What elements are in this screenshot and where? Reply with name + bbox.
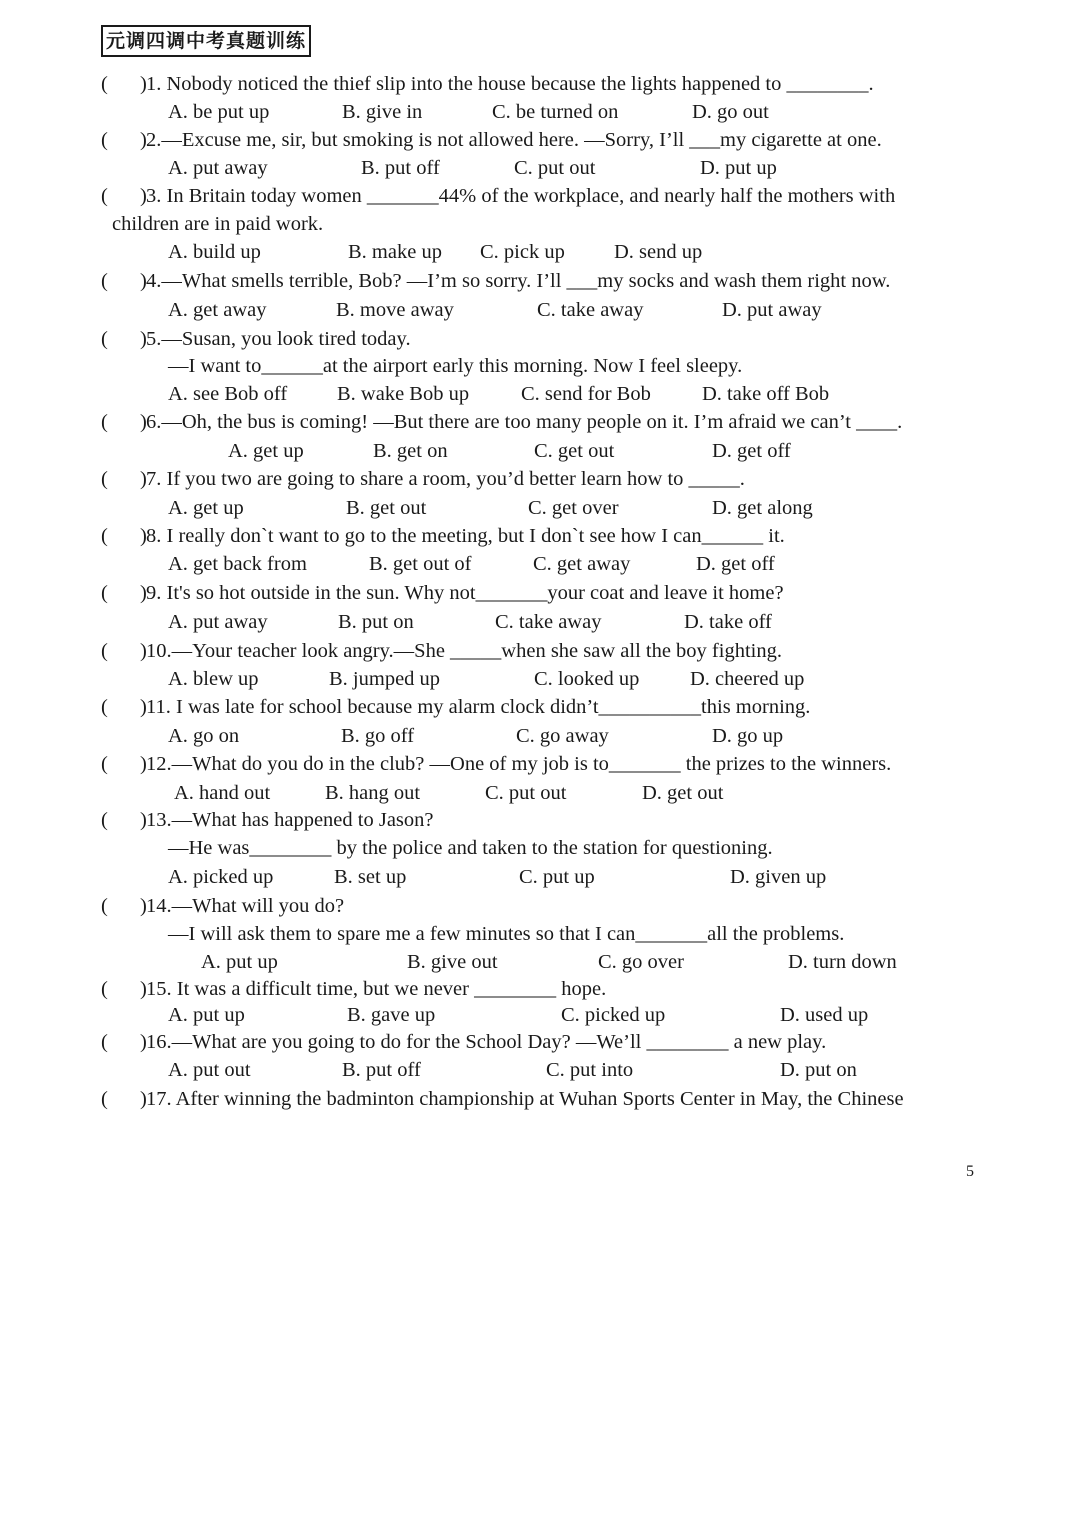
answer-paren-close: ) (140, 185, 147, 207)
option-c: C. go away (516, 725, 609, 747)
option-b: B. go off (341, 725, 415, 747)
option-d: D. given up (730, 866, 827, 888)
option-d: D. go up (712, 725, 784, 747)
option-a: A. blew up (168, 668, 259, 690)
question-stem-continued: —He was________ by the police and taken to the station for questioning. (168, 837, 773, 859)
answer-paren-open: ( (101, 185, 108, 207)
answer-paren-open: ( (101, 696, 108, 718)
option-a: A. go on (168, 725, 240, 747)
option-c: C. get over (528, 497, 619, 519)
option-c: C. put out (485, 782, 567, 804)
answer-paren-close: ) (140, 809, 147, 831)
answer-paren-open: ( (101, 809, 108, 831)
option-d: D. get off (696, 553, 775, 575)
option-b: B. gave up (347, 1004, 436, 1026)
option-a: A. get up (168, 497, 244, 519)
option-d: D. send up (614, 241, 703, 263)
option-c: C. put into (546, 1059, 634, 1081)
answer-paren-open: ( (101, 73, 108, 95)
option-c: C. get away (533, 553, 631, 575)
option-d: D. put away (722, 299, 822, 321)
question-stem: 7. If you two are going to share a room, you’d better learn how to _____. (146, 468, 745, 490)
option-b: B. get on (373, 440, 448, 462)
option-b: B. get out of (369, 553, 472, 575)
answer-paren-close: ) (140, 73, 147, 95)
question-stem: 17. After winning the badminton championship at Wuhan Sports Center in May, the Chinese (146, 1088, 904, 1110)
option-d: D. take off (684, 611, 772, 633)
option-a: A. build up (168, 241, 261, 263)
question-stem: 12.—What do you do in the club? —One of my job is to_______ the prizes to the winners. (146, 753, 892, 775)
question-stem: 14.—What will you do? (146, 895, 345, 917)
answer-paren-close: ) (140, 468, 147, 490)
answer-paren-close: ) (140, 411, 147, 433)
option-d: D. put up (700, 157, 777, 179)
question-stem: 5.—Susan, you look tired today. (146, 328, 411, 350)
question-stem-continued: —I will ask them to spare me a few minutes so that I can_______all the problems. (168, 923, 845, 945)
answer-paren-open: ( (101, 129, 108, 151)
option-d: D. used up (780, 1004, 869, 1026)
option-d: D. get out (642, 782, 724, 804)
answer-paren-open: ( (101, 978, 108, 1000)
option-b: B. give in (342, 101, 423, 123)
question-stem: 2.—Excuse me, sir, but smoking is not allowed here. —Sorry, I’ll ___my cigarette at one. (146, 129, 882, 151)
question-stem-continued: —I want to______at the airport early this morning. Now I feel sleepy. (168, 355, 743, 377)
answer-paren-open: ( (101, 640, 108, 662)
answer-paren-open: ( (101, 1088, 108, 1110)
option-a: A. put out (168, 1059, 251, 1081)
answer-paren-close: ) (140, 1031, 147, 1053)
option-b: B. get out (346, 497, 427, 519)
question-stem: 1. Nobody noticed the thief slip into the house because the lights happened to ________. (146, 73, 874, 95)
option-b: B. move away (336, 299, 454, 321)
page-number: 5 (966, 1163, 974, 1180)
option-b: B. wake Bob up (337, 383, 470, 405)
option-a: A. put up (168, 1004, 245, 1026)
option-d: D. turn down (788, 951, 897, 973)
option-b: B. put off (342, 1059, 421, 1081)
option-a: A. get up (228, 440, 304, 462)
option-a: A. see Bob off (168, 383, 288, 405)
question-stem: 15. It was a difficult time, but we never ________ hope. (146, 978, 607, 1000)
option-c: C. take away (537, 299, 644, 321)
option-c: C. picked up (561, 1004, 666, 1026)
answer-paren-close: ) (140, 525, 147, 547)
option-c: C. looked up (534, 668, 640, 690)
option-c: C. put up (519, 866, 595, 888)
option-a: A. put away (168, 157, 268, 179)
answer-paren-open: ( (101, 1031, 108, 1053)
option-d: D. put on (780, 1059, 857, 1081)
option-c: C. be turned on (492, 101, 619, 123)
answer-paren-close: ) (140, 753, 147, 775)
option-c: C. put out (514, 157, 596, 179)
option-a: A. picked up (168, 866, 274, 888)
answer-paren-open: ( (101, 468, 108, 490)
answer-paren-open: ( (101, 270, 108, 292)
answer-paren-close: ) (140, 1088, 147, 1110)
option-d: D. get off (712, 440, 791, 462)
option-c: C. go over (598, 951, 684, 973)
question-stem: 13.—What has happened to Jason? (146, 809, 434, 831)
answer-paren-close: ) (140, 129, 147, 151)
answer-paren-open: ( (101, 895, 108, 917)
option-b: B. make up (348, 241, 442, 263)
question-stem: 9. It's so hot outside in the sun. Why not_______your coat and leave it home? (146, 582, 784, 604)
option-a: A. be put up (168, 101, 270, 123)
option-d: D. get along (712, 497, 813, 519)
answer-paren-close: ) (140, 640, 147, 662)
question-stem: 10.—Your teacher look angry.—She _____when she saw all the boy fighting. (146, 640, 782, 662)
option-a: A. hand out (174, 782, 271, 804)
option-b: B. put on (338, 611, 414, 633)
option-b: B. hang out (325, 782, 421, 804)
answer-paren-close: ) (140, 895, 147, 917)
answer-paren-open: ( (101, 411, 108, 433)
option-a: A. get back from (168, 553, 307, 575)
answer-paren-close: ) (140, 978, 147, 1000)
answer-paren-open: ( (101, 525, 108, 547)
question-stem: 4.—What smells terrible, Bob? —I’m so sorry. I’ll ___my socks and wash them right now. (146, 270, 891, 292)
answer-paren-close: ) (140, 582, 147, 604)
answer-paren-close: ) (140, 696, 147, 718)
option-d: D. go out (692, 101, 769, 123)
answer-paren-close: ) (140, 328, 147, 350)
question-stem: 11. I was late for school because my alarm clock didn’t__________this morning. (146, 696, 811, 718)
option-c: C. get out (534, 440, 615, 462)
question-stem: 6.—Oh, the bus is coming! —But there are too many people on it. I’m afraid we can’t ____. (146, 411, 903, 433)
question-stem-continued: children are in paid work. (112, 213, 324, 235)
option-a: A. put away (168, 611, 268, 633)
option-c: C. pick up (480, 241, 565, 263)
option-c: C. send for Bob (521, 383, 651, 405)
option-d: D. cheered up (690, 668, 805, 690)
header-title: 元调四调中考真题训练 (101, 25, 311, 57)
question-stem: 8. I really don`t want to go to the meeting, but I don`t see how I can______ it. (146, 525, 785, 547)
option-b: B. jumped up (329, 668, 441, 690)
answer-paren-open: ( (101, 753, 108, 775)
option-b: B. give out (407, 951, 498, 973)
option-a: A. put up (201, 951, 278, 973)
question-stem: 3. In Britain today women _______44% of the workplace, and nearly half the mothers with (146, 185, 896, 207)
option-b: B. put off (361, 157, 440, 179)
option-b: B. set up (334, 866, 407, 888)
question-stem: 16.—What are you going to do for the School Day? —We’ll ________ a new play. (146, 1031, 827, 1053)
option-a: A. get away (168, 299, 267, 321)
answer-paren-open: ( (101, 582, 108, 604)
option-c: C. take away (495, 611, 602, 633)
answer-paren-open: ( (101, 328, 108, 350)
answer-paren-close: ) (140, 270, 147, 292)
option-d: D. take off Bob (702, 383, 830, 405)
